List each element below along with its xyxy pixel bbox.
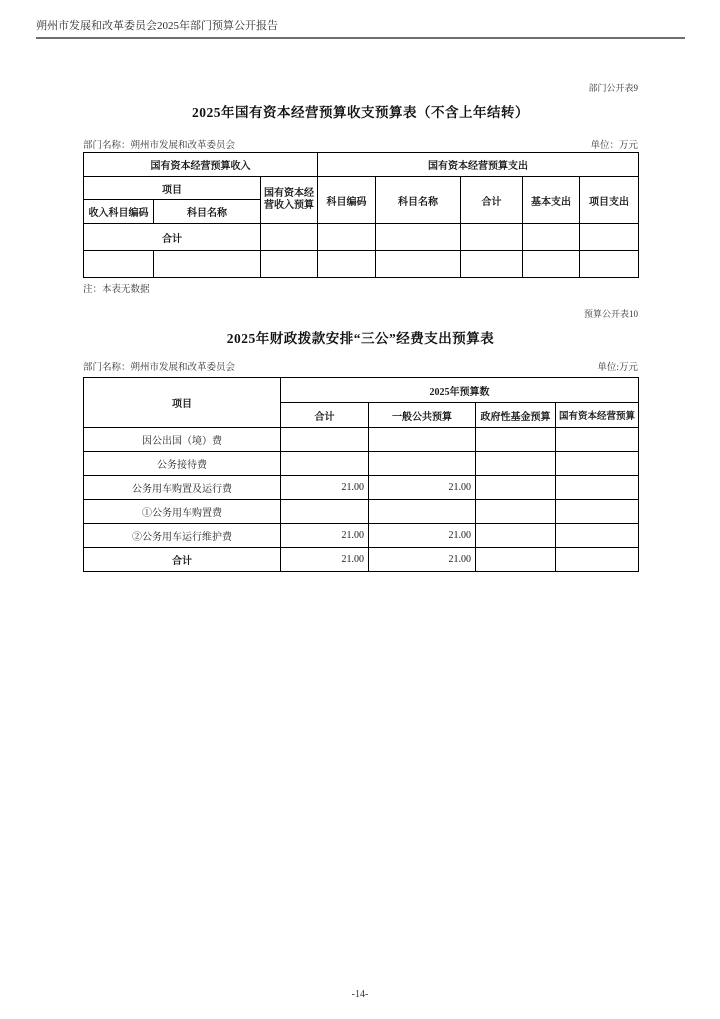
table-cell bbox=[84, 251, 154, 278]
table2-tag: 预算公开表10 bbox=[583, 309, 638, 319]
table1-project-header: 项目 bbox=[84, 177, 261, 200]
table-cell bbox=[154, 251, 261, 278]
table-cell: 21.00 bbox=[281, 476, 369, 500]
table1-income-budget-header: 国有资本经营收入预算 bbox=[261, 177, 318, 224]
table-cell bbox=[476, 500, 556, 524]
table1-income-group-header: 国有资本经营预算收入 bbox=[84, 153, 318, 177]
table-cell bbox=[523, 224, 580, 251]
row-label: 公务接待费 bbox=[84, 452, 281, 476]
table2-meta-row bbox=[83, 359, 638, 373]
table2-unit-label: 单位:万元 bbox=[597, 363, 638, 373]
table-row bbox=[84, 428, 639, 452]
table1-income-code-header: 收入科目编码 bbox=[84, 200, 154, 224]
table-cell bbox=[476, 428, 556, 452]
table1-unit-label: 单位：万元 bbox=[590, 141, 638, 151]
table1-dept-label: 部门名称：朔州市发展和改革委员会 bbox=[83, 141, 236, 151]
table-cell bbox=[318, 224, 376, 251]
table-cell: 21.00 bbox=[369, 548, 476, 572]
table-cell bbox=[376, 224, 461, 251]
table-cell bbox=[369, 500, 476, 524]
table-cell bbox=[369, 452, 476, 476]
table-cell bbox=[476, 452, 556, 476]
table-cell bbox=[281, 500, 369, 524]
table2-dept-label: 部门名称：朔州市发展和改革委员会 bbox=[83, 363, 236, 373]
table-row bbox=[84, 524, 639, 548]
table2-col-general-public: 一般公共预算 bbox=[369, 403, 476, 428]
table-cell: 21.00 bbox=[281, 548, 369, 572]
table1-note: 注：本表无数据 bbox=[83, 285, 150, 295]
table2-col-gov-fund: 政府性基金预算 bbox=[476, 403, 556, 428]
table1-total-row bbox=[84, 224, 639, 251]
table-cell bbox=[523, 251, 580, 278]
table1-total-header: 合计 bbox=[461, 177, 523, 224]
table-cell bbox=[369, 428, 476, 452]
table-cell bbox=[461, 224, 523, 251]
table-cell bbox=[261, 224, 318, 251]
table1-project-expense-header: 项目支出 bbox=[580, 177, 639, 224]
table-cell bbox=[556, 452, 639, 476]
page-header-title: 朔州市发展和改革委员会2025年部门预算公开报告 bbox=[36, 17, 685, 39]
table-row bbox=[84, 476, 639, 500]
table1-income-subject-name-header: 科目名称 bbox=[154, 200, 261, 224]
table-cell bbox=[556, 428, 639, 452]
table-cell bbox=[556, 548, 639, 572]
row-label: ①公务用车购置费 bbox=[84, 500, 281, 524]
table2-col-state-capital: 国有资本经营预算 bbox=[556, 403, 639, 428]
table-cell bbox=[556, 524, 639, 548]
table-cell bbox=[580, 224, 639, 251]
table-cell bbox=[556, 476, 639, 500]
capital-budget-table bbox=[83, 152, 639, 278]
table-cell bbox=[461, 251, 523, 278]
table1-total-row-label: 合计 bbox=[84, 224, 261, 251]
three-public-expense-table bbox=[83, 377, 639, 572]
table-cell bbox=[376, 251, 461, 278]
table-cell bbox=[281, 452, 369, 476]
footer-page-number: -14- bbox=[351, 989, 369, 1000]
table-cell bbox=[281, 428, 369, 452]
table2-total-row bbox=[84, 548, 639, 572]
table1-expense-group-header: 国有资本经营预算支出 bbox=[318, 153, 639, 177]
content-area bbox=[83, 0, 638, 1019]
table-cell bbox=[476, 548, 556, 572]
table1-basic-expense-header: 基本支出 bbox=[523, 177, 580, 224]
table1-expense-code-header: 科目编码 bbox=[318, 177, 376, 224]
table-cell bbox=[318, 251, 376, 278]
table2-col-total: 合计 bbox=[281, 403, 369, 428]
table-cell: 21.00 bbox=[369, 524, 476, 548]
row-label: 合计 bbox=[84, 548, 281, 572]
row-label: 因公出国（境）费 bbox=[84, 428, 281, 452]
table2-project-header: 项目 bbox=[84, 378, 281, 428]
table-row bbox=[84, 452, 639, 476]
row-label: 公务用车购置及运行费 bbox=[84, 476, 281, 500]
table1-meta-row bbox=[83, 137, 638, 151]
table1-expense-subject-name-header: 科目名称 bbox=[376, 177, 461, 224]
table-cell bbox=[476, 524, 556, 548]
table-row bbox=[84, 500, 639, 524]
table-cell bbox=[476, 476, 556, 500]
table-cell bbox=[261, 251, 318, 278]
table-cell bbox=[580, 251, 639, 278]
table2-budget-group-header: 2025年预算数 bbox=[281, 378, 639, 403]
table-cell: 21.00 bbox=[369, 476, 476, 500]
table-cell: 21.00 bbox=[281, 524, 369, 548]
table1-empty-row bbox=[84, 251, 639, 278]
table1-tag: 部门公开表9 bbox=[588, 83, 638, 93]
table2-title: 2025年财政拨款安排“三公”经费支出预算表 bbox=[226, 331, 495, 346]
table1-title: 2025年国有资本经营预算收支预算表（不含上年结转） bbox=[192, 105, 529, 120]
table-cell bbox=[556, 500, 639, 524]
row-label: ②公务用车运行维护费 bbox=[84, 524, 281, 548]
